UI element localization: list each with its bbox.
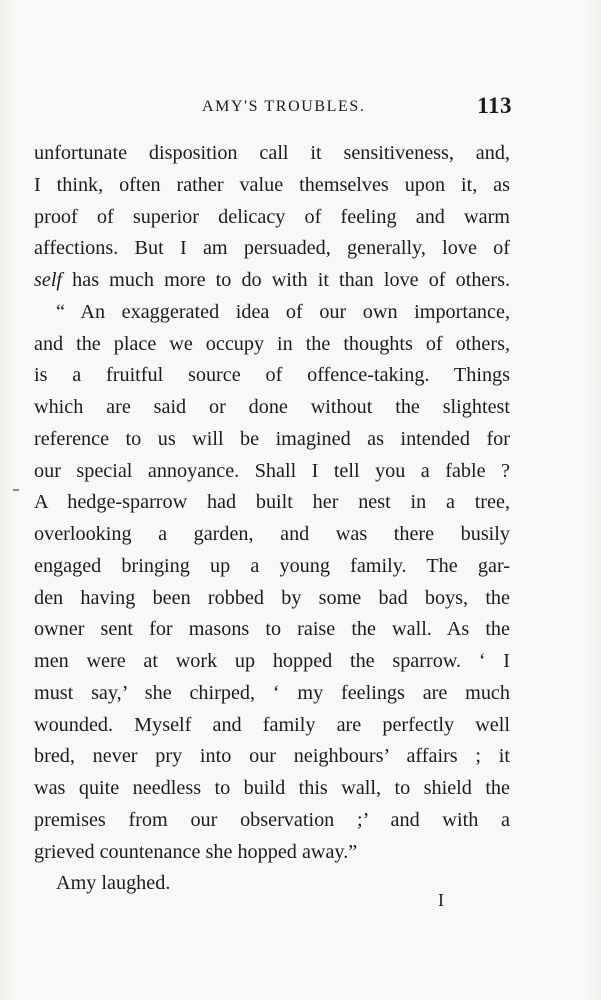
text-line: Amy laughed. xyxy=(56,872,171,895)
body-text xyxy=(34,138,510,900)
text-line: which are said or done without the slightest xyxy=(34,396,510,418)
text-line: our special annoyance. Shall I tell you a fable ? xyxy=(34,459,510,482)
text-line-remainder: has much more to do with it than love of others. xyxy=(72,269,510,291)
text-line: was quite needless to build this wall, to shield the xyxy=(34,777,510,799)
text-line: premises from our observation ;’ and with a xyxy=(34,808,510,831)
running-head: AMY'S TROUBLES. xyxy=(202,98,366,115)
margin-mark xyxy=(13,489,19,491)
text-line: grieved countenance she hopped away.” xyxy=(34,840,358,863)
text-line: I think, often rather value themselves upon it, as xyxy=(34,173,510,196)
text-line: engaged bringing up a young family. The gar- xyxy=(34,554,510,577)
text-line: unfortunate disposition call it sensitiveness, and, xyxy=(34,142,510,164)
text-line: must say,’ she chirped, ‘ my feelings are much xyxy=(34,681,510,704)
text-line: A hedge-sparrow had built her nest in a tree, xyxy=(34,491,510,514)
text-line: “ An exaggerated idea of our own importance, xyxy=(56,300,510,323)
text-line: owner sent for masons to raise the wall. As the xyxy=(34,618,510,641)
text-line: reference to us will be imagined as intended for xyxy=(34,427,510,450)
text-line: bred, never pry into our neighbours’ affairs ; it xyxy=(34,745,510,768)
page-number: 113 xyxy=(477,93,512,118)
text-line: wounded. Myself and family are perfectly well xyxy=(34,713,510,736)
page-header xyxy=(34,93,512,123)
signature-mark: I xyxy=(438,890,444,910)
text-line: proof of superior delicacy of feeling and warm xyxy=(34,205,510,228)
text-line: men were at work up hopped the sparrow. ‘ I xyxy=(34,650,510,672)
text-line: affections. But I am persuaded, generally, love of xyxy=(34,237,510,260)
text-line: overlooking a garden, and was there busily xyxy=(34,523,510,545)
italic-word: self xyxy=(34,269,63,291)
text-line: den having been robbed by some bad boys, the xyxy=(34,586,510,609)
text-line xyxy=(34,265,510,297)
text-line: is a fruitful source of offence-taking. Things xyxy=(34,364,510,387)
text-line: and the place we occupy in the thoughts of others, xyxy=(34,332,510,355)
